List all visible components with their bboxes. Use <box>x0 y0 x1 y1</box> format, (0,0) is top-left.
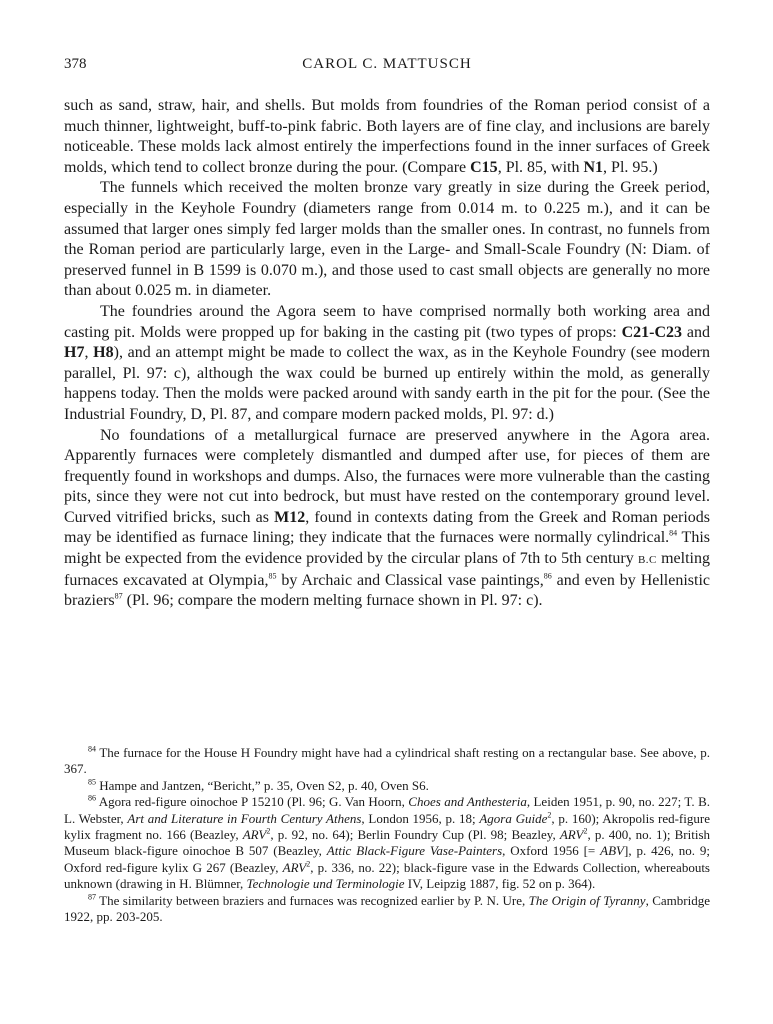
page-number: 378 <box>64 56 87 72</box>
running-head: CAROL C. MATTUSCH <box>302 56 472 72</box>
body-text <box>64 96 710 612</box>
paragraph-4: No foundations of a metallurgical furnace are preserved anywhere in the Agora area. Apparently furnaces were completely dismantled and dumped after use, for pieces of them are frequently found in workshops and dumps. Also, the furnaces were more vulnerable than the casting pits, since they were not cut into bedrock, but must have rested on the contemporary ground level. Curved vitrified bricks, such as M12, found in contexts dating from the Greek and Roman periods may be identified as furnace lining; they indicate that the furnaces were normally cylindrical.$^{84}$ This might be expected from the evidence provided by the circular plans of 7th to 5th century B.C melting furnaces excavated at Olympia,$^{85}$ by Archaic and Classical vase paintings,$^{86}$ and even by Hellenistic braziers$^{87}$ (Pl. 96; compare the modern melting furnace shown in Pl. 97: c). <box>64 426 711 610</box>
footnote-text: Hampe and Jantzen, “Bericht,” p. 35, Oven S2, p. 40, Oven S6. <box>96 777 429 793</box>
footnote-text: The similarity between braziers and furnaces was recognized earlier by P. N. Ure, The Origin of Tyranny, Cambridge 1922, pp. 203-205. <box>64 892 710 925</box>
footnote-number: 86 <box>88 793 96 803</box>
footnote-number: 87 <box>88 892 96 902</box>
footnotes <box>64 745 710 925</box>
footnote-text: The furnace for the House H Foundry might have had a cylindrical shaft resting on a rectangular base. See above, p. 367. <box>64 745 710 777</box>
footnote-84 <box>64 745 710 778</box>
paragraph-1: such as sand, straw, hair, and shells. But molds from foundries of the Roman period consist of a much thinner, lightweight, buff-to-pink fabric. Both layers are of fine clay, and inclusions are barely noticeable. These molds lack almost entirely the imperfections found in the inner surfaces of Greek molds, which tend to collect bronze during the pour. (Compare C15, Pl. 85, with N1, Pl. 95.) <box>64 97 710 176</box>
footnote-85 <box>64 778 710 794</box>
page-header <box>64 56 710 80</box>
paragraph-3: The foundries around the Agora seem to have comprised normally both working area and casting pit. Molds were propped up for baking in the casting pit (two types of props: C21-C23 and H7, H8), and an attempt might be made to collect the wax, as in the Keyhole Foundry (see modern parallel, Pl. 97: c), although the wax could be burned up entirely within the mold, as generally happens today. Then the molds were packed around with sandy earth in the pit for the pour. (See the Industrial Foundry, D, Pl. 87, and compare modern packed molds, Pl. 97: d.) <box>64 302 710 423</box>
footnote-87 <box>64 893 710 926</box>
paragraph-2: The funnels which received the molten bronze vary greatly in size during the Greek period, especially in the Keyhole Foundry (diameters range from 0.014 m. to 0.225 m.), and it can be assumed that larger ones simply fed larger molds than the smaller ones. In contrast, no funnels from the Roman period are particularly large, even in the Large- and Small-Scale Foundry (N: Diam. of preserved funnel in B 1599 is 0.070 m.), and those used to cast small objects are generally no more than about 0.025 m. in diameter. <box>64 179 710 300</box>
footnote-number: 85 <box>88 777 96 787</box>
footnote-text: Agora red-figure oinochoe P 15210 (Pl. 96; G. Van Hoorn, Choes and Anthesteria, Leiden 1951, p. 90, no. 227; T. B. L. Webster, Art and Literature in Fourth Century Athens, London 1956, p. 18; Agora Guide$^2$, p. 160); Akropolis red-figure kylix fragment no. 166 (Beazley, ARV$^2$, p. 92, no. 64); Berlin Foundry Cup (Pl. 98; Beazley, ARV$^2$, p. 400, no. 1); British Museum black-figure oinochoe B 507 (Beazley, Attic Black-Figure Vase-Painters, Oxford 1956 [= ABV], p. 426, no. 9; Oxford red-figure kylix G 267 (Beazley, ARV$^2$, p. 336, no. 22); black-figure vase in the Edwards Collection, whereabouts unknown (drawing in H. Blümner, Technologie und Terminologie IV, Leipzig 1887, fig. 52 on p. 364). <box>64 794 711 892</box>
footnote-number: 84 <box>88 744 96 754</box>
footnote-86 <box>64 794 710 892</box>
